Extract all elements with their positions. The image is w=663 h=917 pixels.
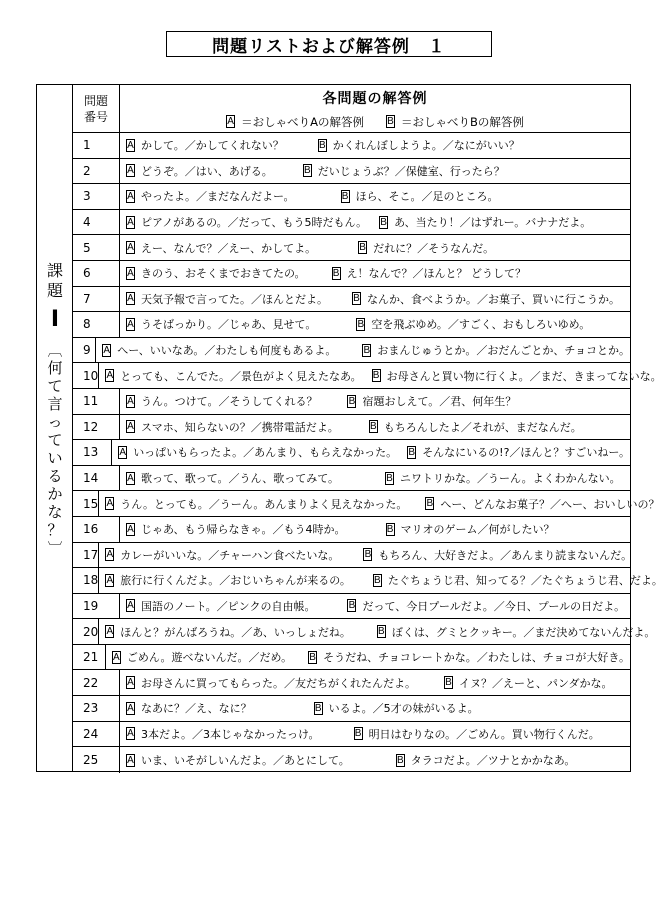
speaker-b-box: B [348, 600, 356, 612]
answer-cell [120, 747, 630, 773]
speaker-a-box: A [127, 139, 134, 151]
speaker-a-box: A [106, 626, 114, 638]
answer-b [314, 700, 479, 716]
answer-a [105, 496, 407, 512]
problem-number: 24 [73, 722, 120, 747]
table-row [73, 440, 630, 466]
answer-a-text: カレーがいいな。／チャーハン食べたいな。 [120, 548, 340, 562]
answer-cell [120, 312, 630, 337]
problem-number: 19 [73, 594, 120, 619]
table-row [73, 159, 630, 185]
speaker-b-box: B [378, 626, 385, 638]
answer-b-text: なんか、食べようか。／お菓子、買いに行こうか。 [367, 292, 620, 306]
table-row [73, 594, 630, 620]
answer-b-text: 明日はむりなの。／ごめん。買い物行くんだ。 [368, 727, 600, 741]
legend-b-box: B [387, 116, 394, 127]
section-kadai-char: 題 [46, 281, 63, 300]
table-row [73, 491, 660, 517]
answer-b-text: そうだね、チョコレートかな。／わたしは、チョコが大好き。 [323, 651, 630, 665]
answer-b-text: マリオのゲーム／何がしたい？ [400, 523, 555, 537]
answer-a [126, 291, 328, 307]
answer-a [105, 368, 361, 384]
table-row [73, 568, 663, 594]
problem-number: 2 [73, 159, 120, 184]
subtitle-char: か [47, 485, 63, 503]
section-kadai [47, 261, 63, 301]
answer-a [126, 752, 350, 768]
answer-b [363, 547, 632, 563]
answer-b [425, 496, 659, 512]
problem-number: 6 [73, 261, 120, 286]
problem-number: 4 [73, 210, 120, 235]
answer-b-text: ニワトリかな。／うーん。よくわかんない。 [400, 472, 621, 486]
table-row [73, 287, 630, 313]
answer-a [126, 521, 346, 537]
answer-b-text: かくれんぼしようよ。／なにがいい？ [332, 139, 520, 153]
subtitle-char: て [47, 377, 63, 395]
subtitle-char: 言 [47, 395, 63, 413]
answer-cell [96, 338, 630, 363]
problem-number: 25 [73, 747, 120, 773]
header-title: 各問題の解答例 [322, 90, 428, 107]
table-row [73, 415, 630, 441]
answer-rows [73, 133, 663, 773]
speaker-a-box: A [113, 651, 120, 663]
answer-a [126, 598, 315, 614]
table-row [73, 312, 630, 338]
table-row [73, 466, 630, 492]
answer-a-text: いっぱいもらったよ。／あんまり、もらえなかった。 [133, 446, 398, 460]
speaker-b-box: B [309, 651, 316, 663]
answer-b-text: あ、当たり！／はずれー。バナナだよ。 [394, 216, 592, 230]
problem-number: 3 [73, 184, 120, 209]
legend-b-text: ＝おしゃべりBの解答例 [400, 114, 524, 129]
speaker-b-box: B [332, 267, 340, 279]
answer-b [369, 419, 582, 435]
answer-cell [99, 568, 663, 593]
answer-cell [120, 466, 630, 491]
speaker-b-box: B [386, 523, 394, 535]
answer-b-text: いるよ。／5才の妹がいるよ。 [328, 702, 479, 716]
problem-number: 21 [73, 645, 106, 670]
table-row [73, 722, 630, 748]
answer-a [102, 342, 336, 358]
speaker-b-box: B [314, 702, 322, 714]
answer-a [126, 700, 252, 716]
answer-b [372, 368, 662, 384]
answer-b [318, 137, 520, 153]
answer-b-text: タラコだよ。／ツナとかかなあ。 [410, 754, 576, 768]
table-row [73, 517, 630, 543]
answer-a-text: 旅行に行くんだよ。／おじいちゃんが来るの。 [120, 574, 351, 588]
answer-cell [120, 517, 630, 542]
table-row [73, 645, 630, 671]
table-row [73, 210, 630, 236]
problem-number: 9 [73, 338, 96, 363]
answer-b-text: もちろん、大好きだよ。／あんまり読まないんだ。 [378, 548, 633, 562]
legend-a [226, 114, 364, 130]
answer-a-text: どうぞ。／はい、あげる。 [141, 164, 273, 178]
answer-cell [99, 363, 661, 388]
speaker-a-box: A [127, 421, 134, 433]
answer-b-text: 宿題おしえて。／君、何年生？ [362, 395, 517, 409]
section-number: Ⅰ [50, 307, 60, 332]
legend-a-box: A [227, 116, 234, 127]
table-row [73, 235, 630, 261]
subtitle-bracket-close: 〕 [45, 540, 64, 556]
speaker-a-box: A [103, 344, 111, 356]
answer-b [396, 752, 576, 768]
speaker-a-box: A [127, 242, 134, 254]
answer-b [373, 572, 663, 588]
answer-a-text: かして。／かしてくれない？ [141, 139, 284, 153]
answer-b [444, 675, 613, 691]
table-row [73, 619, 656, 645]
answer-b-text: だれに？／そうなんだ。 [373, 241, 495, 255]
problem-number: 20 [73, 619, 99, 644]
answer-cell [120, 696, 630, 721]
problem-number: 14 [73, 466, 120, 491]
answer-a-text: ほんと？がんばろうね。／あ、いっしょだね。 [120, 625, 351, 639]
speaker-b-box: B [408, 446, 416, 458]
answer-cell [106, 645, 630, 670]
speaker-a-box: A [127, 395, 134, 407]
subtitle-char: 何 [47, 359, 63, 377]
speaker-b-box: B [359, 242, 366, 254]
speaker-a-box: A [127, 523, 134, 535]
answer-cell [99, 543, 632, 568]
answer-b [352, 291, 620, 307]
speaker-b-box: B [303, 165, 311, 177]
answer-a [112, 649, 292, 665]
section-subtitle [47, 341, 62, 557]
answer-cell [120, 159, 630, 184]
answer-a [126, 675, 416, 691]
section-label-column [37, 85, 73, 771]
answer-cell [120, 722, 630, 747]
answer-a-text: うそばっかり。／じゃあ、見せて。 [141, 318, 317, 332]
answer-a [126, 393, 317, 409]
answer-b-text: そんなにいるの!?／ほんと？すごいねー。 [422, 446, 630, 460]
answer-cell [120, 133, 630, 158]
header-answers [120, 85, 630, 133]
answer-b-text: え！なんで？／ほんと？ どうして？ [346, 267, 527, 281]
answer-cell [120, 415, 630, 440]
problem-number: 12 [73, 415, 120, 440]
answer-cell [120, 287, 630, 312]
answer-a [126, 240, 316, 256]
answer-b [377, 624, 656, 640]
answer-a-text: 国語のノート。／ピンクの自由帳。 [141, 599, 316, 613]
subtitle-char: な [47, 503, 63, 521]
answer-b-text: へー、どんなお菓子？／へー、おいしいの？ [440, 497, 660, 511]
answer-b [341, 188, 499, 204]
answer-b [347, 393, 516, 409]
answer-b [407, 444, 630, 460]
answer-a [126, 726, 320, 742]
answer-b [332, 265, 527, 281]
answer-b [358, 240, 494, 256]
section-label [37, 261, 73, 557]
table-row [73, 670, 630, 696]
speaker-b-box: B [357, 318, 365, 330]
answer-a [105, 547, 339, 563]
problem-number: 23 [73, 696, 120, 721]
answer-cell [120, 210, 630, 235]
answer-a-text: うん。とっても。／うーん。あんまりよく見えなかった。 [120, 497, 408, 511]
header-num-line2: 番号 [83, 109, 108, 124]
problem-number: 17 [73, 543, 99, 568]
answer-a-text: きのう、おそくまでおきてたの。 [141, 267, 306, 281]
speaker-b-box: B [380, 216, 387, 228]
problem-number: 13 [73, 440, 112, 465]
answer-cell [120, 235, 630, 260]
header-problem-number [73, 85, 120, 133]
answer-a [118, 444, 397, 460]
answer-b-text: お母さんと買い物に行くよ。／まだ、きまってないな。 [386, 369, 662, 383]
speaker-a-box: A [127, 472, 134, 484]
answer-cell [120, 670, 630, 695]
answer-a [105, 624, 351, 640]
answer-a [126, 316, 316, 332]
answer-cell [99, 491, 659, 516]
table-row [73, 338, 630, 364]
answer-a [126, 419, 339, 435]
subtitle-bracket-open: 〔 [45, 342, 64, 358]
subtitle-char: て [47, 431, 63, 449]
answer-b-text: たぐちょうじ君、知ってる？／たぐちょうじ君、だよ。 [387, 574, 663, 588]
answer-a-text: いま、いそがしいんだよ。／あとにして。 [141, 754, 350, 768]
speaker-b-box: B [386, 472, 393, 484]
answer-cell [120, 594, 630, 619]
answer-a-text: へー、いいなあ。／わたしも何度もあるよ。 [117, 344, 337, 358]
problem-number: 11 [73, 389, 120, 414]
speaker-a-box: A [127, 728, 134, 740]
problem-number: 7 [73, 287, 120, 312]
speaker-b-box: B [341, 190, 349, 202]
speaker-b-box: B [364, 549, 372, 561]
answer-b-text: だいじょうぶ？／保健室、行ったら？ [317, 164, 505, 178]
answer-a [126, 214, 367, 230]
answer-b [386, 521, 555, 537]
table-row [73, 696, 630, 722]
answer-a [126, 163, 273, 179]
answer-a-text: ごめん。遊べないんだ。／だめ。 [126, 651, 293, 665]
subtitle-char: ？ [47, 521, 63, 539]
answer-a-text: ピアノがあるの。／だって、もう5時だもん。 [141, 216, 368, 230]
answer-b [379, 214, 591, 230]
header-num-line1: 問題 [83, 93, 108, 108]
answer-cell [120, 184, 630, 209]
speaker-a-box: A [127, 702, 134, 714]
speaker-a-box: A [127, 600, 134, 612]
speaker-a-box: A [127, 677, 134, 689]
speaker-a-box: A [127, 318, 134, 330]
speaker-a-box: A [106, 370, 114, 382]
answer-a [126, 470, 339, 486]
speaker-a-box: A [106, 574, 114, 586]
speaker-b-box: B [354, 728, 362, 740]
speaker-a-box: A [127, 165, 134, 177]
answer-a [126, 137, 284, 153]
answer-b [347, 598, 625, 614]
page-title: 問題リストおよび解答例 １ [166, 31, 492, 57]
answer-a-text: うん。つけて。／そうしてくれる？ [141, 395, 318, 409]
problem-number: 15 [73, 491, 99, 516]
answer-a-text: やったよ。／まだなんだよー。 [141, 190, 295, 204]
speaker-a-box: A [127, 190, 134, 202]
answer-a-text: スマホ、知らないの？／携帯電話だよ。 [141, 420, 339, 434]
answer-b [362, 342, 630, 358]
answer-b-text: もちろんしたよ／それが、まだなんだ。 [383, 420, 582, 434]
answer-b-text: 空を飛ぶゆめ。／すごく、おもしろいゆめ。 [371, 318, 591, 332]
answer-b-text: イヌ？／えーと、パンダかな。 [459, 676, 613, 690]
speaker-a-box: A [127, 267, 134, 279]
answer-a-text: じゃあ、もう帰らなきゃ。／もう4時か。 [141, 523, 346, 537]
problem-number: 8 [73, 312, 120, 337]
speaker-a-box: A [119, 446, 127, 458]
speaker-b-box: B [363, 344, 371, 356]
answer-b [354, 726, 600, 742]
problem-number: 5 [73, 235, 120, 260]
answer-cell [99, 619, 655, 644]
speaker-b-box: B [445, 677, 452, 689]
speaker-a-box: A [127, 293, 134, 305]
answer-cell [120, 389, 630, 414]
speaker-b-box: B [318, 139, 326, 151]
answer-b [303, 163, 505, 179]
answer-b-text: ぼくは、グミとクッキー。／まだ決めてないんだよ。 [391, 625, 656, 639]
answer-b [385, 470, 621, 486]
section-kadai-char: 課 [46, 261, 63, 280]
legend-a-text: ＝おしゃべりAの解答例 [241, 114, 364, 129]
speaker-a-box: A [127, 754, 134, 766]
table-row [73, 747, 630, 773]
speaker-b-box: B [353, 293, 360, 305]
answer-a-text: なあに？／え、なに？ [141, 702, 252, 716]
problem-number: 22 [73, 670, 120, 695]
answer-a-text: 天気予報で言ってた。／ほんとだよ。 [141, 292, 328, 306]
problem-number: 1 [73, 133, 120, 158]
speaker-b-box: B [374, 574, 381, 586]
answer-a-text: お母さんに買ってもらった。／友だちがくれたんだよ。 [141, 676, 416, 690]
speaker-b-box: B [426, 498, 434, 510]
answer-a-text: えー、なんで？／えー、かしてよ。 [141, 241, 317, 255]
table-row [73, 543, 633, 569]
answer-a [126, 265, 306, 281]
speaker-b-box: B [396, 754, 404, 766]
answer-a [126, 188, 295, 204]
subtitle-char: い [47, 449, 63, 467]
table-row [73, 133, 630, 159]
header-legend [226, 114, 524, 130]
table-row [73, 389, 630, 415]
speaker-a-box: A [127, 216, 134, 228]
answer-a-text: 3本だよ。／3本じゃなかったっけ。 [141, 727, 320, 741]
problem-number: 18 [73, 568, 99, 593]
table-row [73, 363, 662, 389]
answer-b [308, 649, 630, 665]
answer-b-text: ほら、そこ。／足のところ。 [355, 190, 499, 204]
speaker-b-box: B [372, 370, 380, 382]
answer-b-text: だって、今日プールだよ。／今日、プールの日だよ。 [362, 599, 626, 613]
table-row [73, 184, 630, 210]
answer-b [356, 316, 590, 332]
problem-number: 16 [73, 517, 120, 542]
speaker-a-box: A [106, 498, 114, 510]
subtitle-char: っ [47, 413, 63, 431]
answer-b-text: おまんじゅうとか。／おだんごとか、チョコとか。 [377, 344, 630, 358]
answer-a [105, 572, 351, 588]
answer-cell [112, 440, 630, 465]
answer-sheet [36, 84, 663, 772]
table-row [73, 261, 630, 287]
speaker-b-box: B [348, 395, 356, 407]
answer-a-text: とっても、こんでた。／景色がよく見えたなあ。 [120, 369, 362, 383]
answer-a-text: 歌って、歌って。／うん、歌ってみて。 [141, 472, 339, 486]
answer-cell [120, 261, 630, 286]
speaker-b-box: B [369, 421, 377, 433]
legend-b [386, 114, 524, 130]
speaker-a-box: A [106, 549, 114, 561]
problem-number: 10 [73, 363, 99, 388]
subtitle-char: る [47, 467, 63, 485]
